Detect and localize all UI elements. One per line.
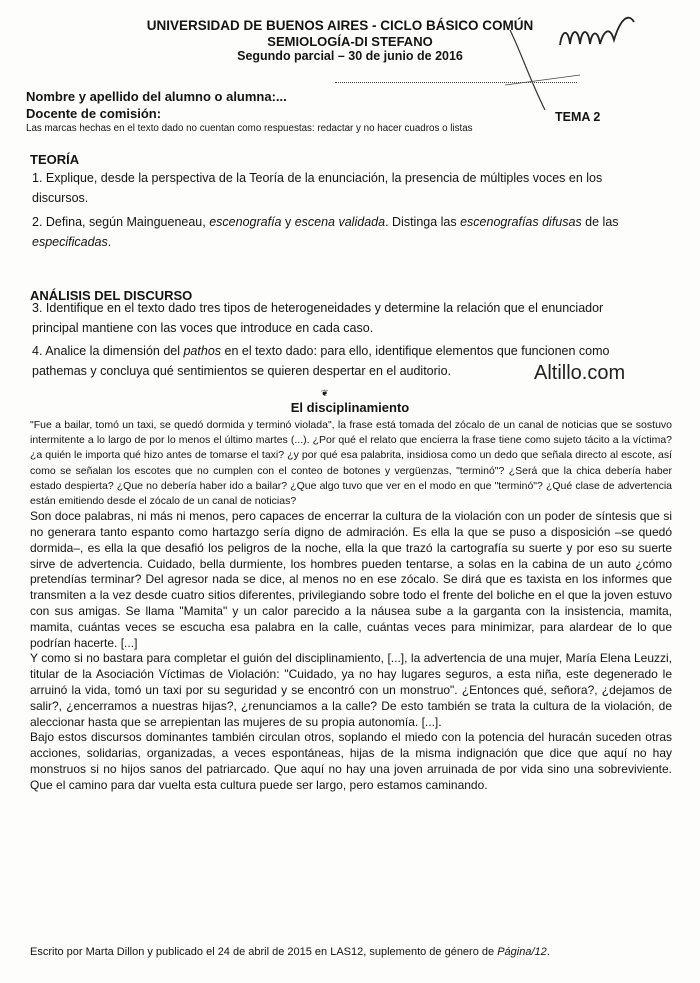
watermark: Altillo.com (534, 362, 626, 384)
article-paragraph-2: Son doce palabras, ni más ni menos, pero capaces de encerrar la cultura de la violación con un poder de síntesis que si no generara tanto espanto como hartazgo sería digno de admiración. Es ella la que se puso a disposición –se quedó dormida–, es ella la que desafió los peligros de la noche, ella la que trazó la cartografía su suerte y por eso su suerte sirve de advertencia. Cuidado, bella durmiente, los hombres pueden tentarse, a solas en la cabina de un auto ¿cómo pretendías terminar? Del agresor nada se dice, al menos no en ese zócalo. Se dirá que es taxista en los informes que transmiten a la vez desde cuatro sitios diferentes, privilegiando sobre todo el frente del boliche en el que la joven estuvo con sus amigas. Se llama "Mamita" y un calor parecido a la náusea sube a la garganta con la insistencia, mamita, mamita, cuántas veces se escucha esa palabra en la calle, cuántas veces para minimizar, para alardear de lo que podrían hacerte. [...] (30, 509, 672, 650)
ornament-icon: ❦ (321, 388, 329, 398)
question-3: 3. Identifique en el texto dado tres tipos de heterogeneidades y determine la relación que el enunciador principal mantiene con las voces que introduce en cada caso. (32, 301, 604, 335)
article-paragraph-3: Y como si no bastara para completar el guión del disciplinamiento, [...], la advertencia de una mujer, María Elena Leuzzi, titular de la Asociación Víctimas de Violación: "Cuidado, ya no hay lugares seguros, a esta niña, este degenerado le arruinó la vida, tomó un taxi por su seguridad y se encontró con un monstruo". ¿Entonces qué, señora?, ¿dejamos de salir?, ¿encerramos a nuestras hijas?, ¿renunciamos a la calle? De esto también se trata la cultura de la violación, de aleccionar hasta que se arrepientan las mujeres de su propia autonomía. [...]. (30, 651, 672, 729)
student-name-line (335, 82, 577, 83)
tema-label: TEMA 2 (555, 110, 601, 124)
question-1: 1. Explique, desde la perspectiva de la Teoría de la enunciación, la presencia de múltiples voces en los discursos. (32, 171, 603, 205)
analisis-title: ANÁLISIS DEL DISCURSO (30, 288, 193, 303)
question-2: 2. Defina, según Maingueneau, escenografía y escena validada. Distinga las escenografías difusas de las especificadas. (32, 215, 619, 249)
article-title: El disciplinamiento (290, 400, 410, 415)
university-header: UNIVERSIDAD DE BUENOS AIRES - CICLO BÁSICO COMÚN (146, 18, 534, 33)
docente-label: Docente de comisión: (26, 106, 162, 121)
article-paragraph-4: Bajo estos discursos dominantes también circulan otros, soplando el miedo con la potencia del huracán suceden otras acciones, solidarias, organizadas, a veces espontáneas, hijas de la misma indignación que dice que aquí no hay monstruos si no hijos sanos del patriarcado. Que aquí no hay una joven arruinada de por vida sino una sobreviviente. Que el camino para dar vuelta esta cultura puede ser largo, pero estamos caminando. (30, 730, 672, 792)
exam-date-header: Segundo parcial – 30 de junio de 2016 (237, 49, 463, 63)
course-header: SEMIOLOGÍA-DI STEFANO (267, 34, 433, 49)
student-name-label: Nombre y apellido del alumno o alumna:... (26, 89, 287, 104)
question-4: 4. Analice la dimensión del pathos en el texto dado: para ello, identifique elementos que funcionen como pathemas y concluya qué sentimientos se quieren despertar en el auditorio. (32, 344, 610, 378)
article-body (30, 418, 672, 794)
article-credit: Escrito por Marta Dillon y publicado el 24 de abril de 2015 en LAS12, suplemento de género de Página/12. (30, 946, 550, 958)
handwritten-signature (500, 0, 700, 120)
article-paragraph-1: "Fue a bailar, tomó un taxi, se quedó dormida y terminó violada", la frase está tomada del zócalo de un canal de noticias que se sostuvo intermitente a lo largo de por lo menos el último martes (...). ¿Por qué el relato que encierra la frase tiene como sujeto tácito a la víctima? ¿a quién le importa qué hizo antes de tomarse el taxi? ¿y por qué esa palabrita, insidiosa como un dedo que señala directo al escote, así como se señalan los escotes que no cumplen con el conteo de botones y vergüenzas, "terminó"? ¿Será que la chica debería haber estado despierta? ¿Que no debería haber ido a bailar? ¿Que algo tuvo que ver en el modo en que "terminó"? ¿Qué clase de advertencia están emitiendo desde el zócalo de un canal de noticias? (30, 419, 672, 508)
instructions-note: Las marcas hechas en el texto dado no cuentan como respuestas: redactar y no hacer cuadros o listas (26, 123, 473, 134)
teoria-title: TEORÍA (30, 152, 80, 167)
